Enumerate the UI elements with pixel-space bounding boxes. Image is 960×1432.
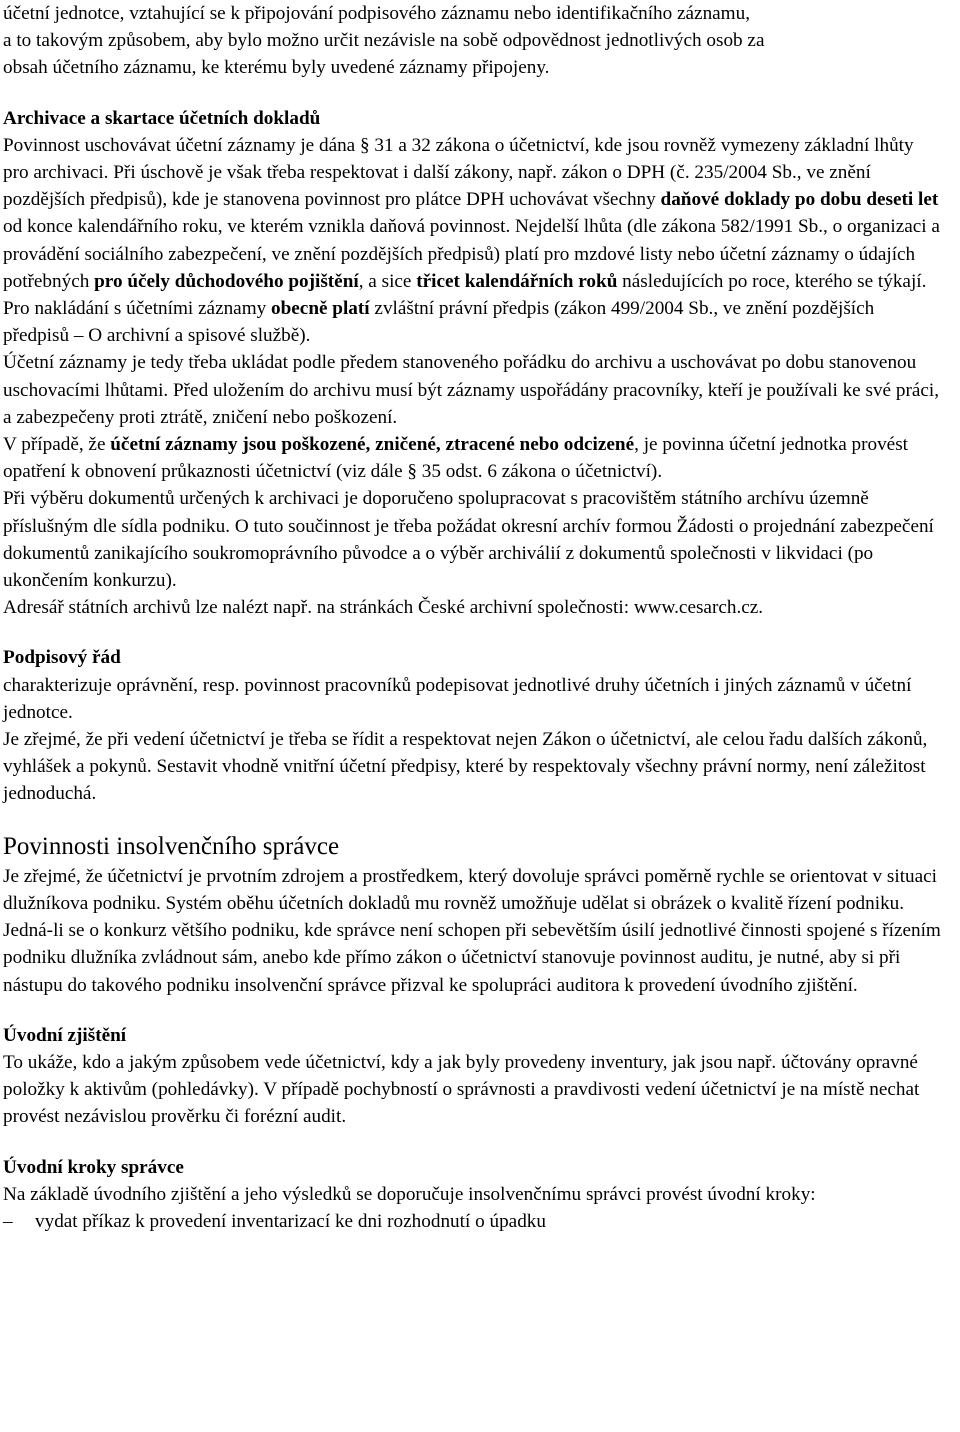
archivace-paragraph-3: Účetní záznamy je tedy třeba ukládat podle předem stanoveného pořádku do archivu a uschovávat po dobu stanovenou uschovacími lhůtami. Před uložením do archivu musí být záznamy uspořádány pracovníky, kteří je používali ke své práci, a zabezpečeny proti ztrátě, zničení nebo poškození.	[3, 352, 940, 428]
intro-paragraph	[3, 0, 942, 82]
archivace-p1-bold-2: pro účely důchodového pojištění	[94, 270, 359, 292]
archivace-p2-a: Pro nakládání s účetními záznamy	[3, 298, 272, 320]
archivace-p4-b: , je povinna účetní jednotka provést opatření k obnovení průkaznosti účetnictví (viz dále § 35 odst. 6 zákona o účetnictví).	[3, 434, 908, 483]
archivace-p4-bold: účetní záznamy jsou poškozené, zničené, ztracené nebo odcizené	[110, 434, 635, 456]
dash-bullet-icon: –	[3, 1210, 13, 1232]
intro-line-3: obsah účetního záznamu, ke kterému byly uvedené záznamy připojeny.	[3, 57, 550, 79]
archivace-p1-tail-2: následujících po roce, kterého se týkají.	[617, 270, 927, 292]
heading-archivace: Archivace a skartace účetních dokladů	[3, 107, 321, 129]
list-item	[3, 1208, 942, 1235]
kroky-paragraph-1: Na základě úvodního zjištění a jeho výsledků se doporučuje insolvenčnímu správci provést úvodní kroky:	[3, 1183, 816, 1205]
intro-line-2: a to takovým způsobem, aby bylo možno určit nezávisle na sobě odpovědnost jednotlivých osob za	[3, 30, 765, 52]
archivace-p2-b: zvláštní právní předpis (zákon 499/2004 Sb., ve znění pozdějších předpisů – O archivní a spisové službě).	[3, 298, 875, 347]
list-item-text: vydat příkaz k provedení inventarizací ke dni rozhodnutí o úpadku	[35, 1210, 546, 1232]
heading-povinnosti: Povinnosti insolvenčního správce	[3, 832, 340, 860]
archivace-p1-text: Povinnost uschovávat účetní záznamy je dána § 31 a 32 zákona o účetnictví, kde jsou rovněž vymezeny základní lhůty pro archivaci. Při úschově je však třeba respektovat i další zákony, např. zákon o DPH (č. 235/2004 Sb., ve znění pozdějších předpisů), kde je stanovena povinnost pro plátce DPH uchovávat všechny	[3, 134, 914, 211]
archivace-paragraph-2	[3, 295, 942, 349]
heading-uvodni-zjisteni: Úvodní zjištění	[3, 1024, 127, 1046]
archivace-p1-bold: daňové doklady po dobu deseti let	[660, 189, 939, 211]
heading-podpisovy-rad: Podpisový řád	[3, 647, 121, 669]
intro-line-1: účetní jednotce, vztahující se k připojování podpisového záznamu nebo identifikačního záznamu,	[3, 3, 751, 24]
archivace-p1-bold-3: třicet kalendářních roků	[416, 270, 618, 292]
archivace-p1-tail: od konce kalendářního roku, ve kterém vznikla daňová povinnost. Nejdelší lhůta (dle zákona 582/1991 Sb., o organizaci a provádění sociálního zabezpečení, ve znění pozdějších předpisů) platí pro mzdové listy nebo účetní záznamy o údajích potřebných	[3, 216, 940, 292]
povinnosti-paragraph-2: Jedná-li se o konkurz většího podniku, kde správce není schopen při sebevětším úsilí jednotlivé činnosti spojené s řízením podniku dlužníka zvládnout sám, anebo kde přímo zákon o účetnictví stanovuje povinnost auditu, je nutné, aby si při nástupu do takového podniku insolvenční správce přizval ke spolupráci auditora k provedení úvodního zjištění.	[3, 920, 941, 996]
archivace-paragraph-4	[3, 431, 942, 485]
archivace-p4-a: V případě, že	[3, 434, 111, 456]
archivace-p2-bold: obecně platí	[271, 298, 370, 320]
podpisovy-paragraph-2: Je zřejmé, že při vedení účetnictví je třeba se řídit a respektovat nejen Zákon o účetnictví, ale celou řadu dalších zákonů, vyhlášek a pokynů. Sestavit vhodně vnitřní účetní předpisy, které by respektovaly všechny právní normy, není záležitost jednoduchá.	[3, 729, 928, 805]
archivace-paragraph-1	[3, 132, 942, 295]
spacer	[3, 808, 942, 831]
podpisovy-paragraph-1: charakterizuje oprávnění, resp. povinnost pracovníků podepisovat jednotlivé druhy účetních i jiných záznamů v účetní jednotce.	[3, 674, 912, 723]
uvodni-paragraph-1: To ukáže, kdo a jakým způsobem vede účetnictví, kdy a jak byly provedeny inventury, jak jsou např. účtovány opravné položky k aktivům (pohledávky). V případě pochybností o správnosti a pravdivosti vedení účetnictví je na místě nechat provést nezávislou prověrku či forézní audit.	[3, 1051, 920, 1128]
spacer	[3, 82, 942, 105]
heading-uvodni-kroky: Úvodní kroky správce	[3, 1156, 184, 1178]
archivace-paragraph-5: Při výběru dokumentů určených k archivaci je doporučeno spolupracovat s pracovištěm státního archívu územně příslušným dle sídla podniku. O tuto součinnost je třeba požádat okresní archív formou Žádosti o projednání zabezpečení dokumentů zanikajícího soukromoprávního původce a o výběr archiválií z dokumentů společnosti v likvidaci (po ukončením konkurzu).	[3, 488, 934, 592]
spacer	[3, 621, 942, 644]
spacer	[3, 1131, 942, 1154]
archivace-p1-mid-2: , a sice	[358, 270, 417, 292]
spacer	[3, 999, 942, 1022]
archivace-paragraph-6: Adresář státních archivů lze nalézt např. na stránkách České archivní společnosti: www.cesarch.cz.	[3, 597, 764, 619]
povinnosti-paragraph-1: Je zřejmé, že účetnictví je prvotním zdrojem a prostředkem, který dovoluje správci poměrně rychle se orientovat v situaci dlužníkova podniku. Systém oběhu účetních dokladů mu rovněž umožňuje udělat si obrázek o kvalitě řízení podniku.	[3, 865, 937, 914]
